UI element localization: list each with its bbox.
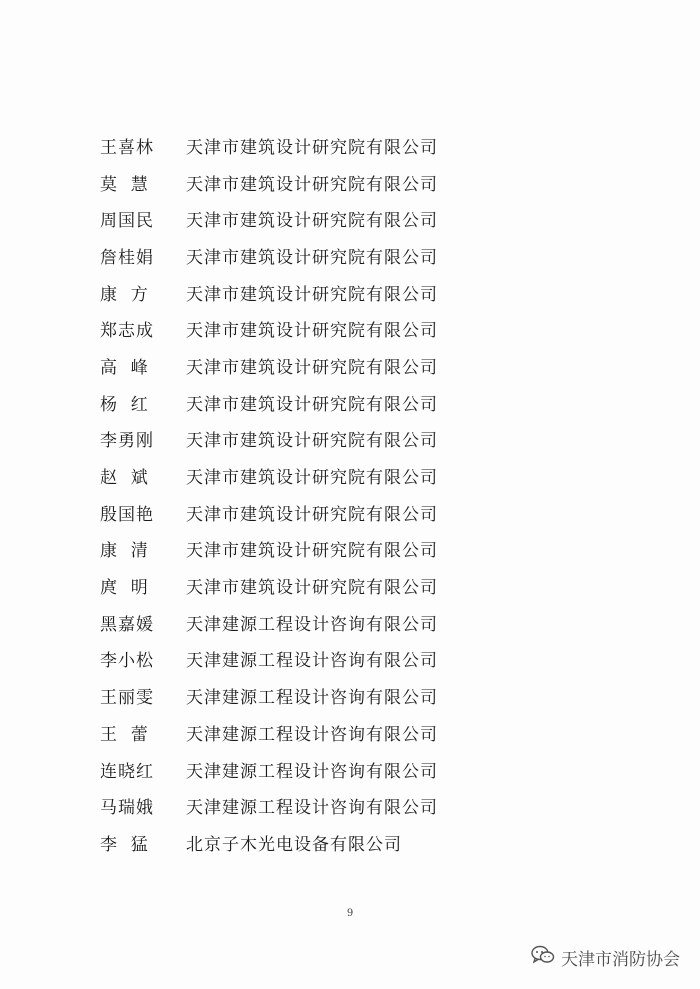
list-item xyxy=(100,494,480,531)
person-name: 李小松 xyxy=(100,651,154,672)
person-name: 王 蕾 xyxy=(100,724,149,745)
list-item xyxy=(100,824,480,861)
organization-name: 天津市建筑设计研究院有限公司 xyxy=(186,357,438,378)
list-item xyxy=(100,457,480,494)
list-item xyxy=(100,641,480,678)
person-name: 庹 明 xyxy=(100,578,149,599)
organization-name: 天津建源工程设计咨询有限公司 xyxy=(186,651,438,672)
organization-name: 北京子木光电设备有限公司 xyxy=(186,834,402,855)
organization-name: 天津市建筑设计研究院有限公司 xyxy=(186,137,438,158)
list-item xyxy=(100,751,480,788)
list-item xyxy=(100,714,480,751)
list-item xyxy=(100,127,480,164)
person-name: 杨 红 xyxy=(100,394,149,415)
person-name: 李勇刚 xyxy=(100,431,154,452)
organization-name: 天津市建筑设计研究院有限公司 xyxy=(186,211,438,232)
watermark-text: 天津市消防协会 xyxy=(561,950,680,970)
person-name: 郑志成 xyxy=(100,321,154,342)
page-number: 9 xyxy=(346,908,354,919)
organization-name: 天津市建筑设计研究院有限公司 xyxy=(186,284,438,305)
person-name: 赵 斌 xyxy=(100,468,149,489)
wechat-icon xyxy=(531,945,555,970)
list-item xyxy=(100,347,480,384)
organization-name: 天津市建筑设计研究院有限公司 xyxy=(186,504,438,525)
person-name: 马瑞娥 xyxy=(100,798,154,819)
organization-name: 天津建源工程设计咨询有限公司 xyxy=(186,688,438,709)
list-item xyxy=(100,787,480,824)
list-item xyxy=(100,310,480,347)
person-name: 黑嘉媛 xyxy=(100,614,154,635)
organization-name: 天津建源工程设计咨询有限公司 xyxy=(186,724,438,745)
organization-name: 天津建源工程设计咨询有限公司 xyxy=(186,614,438,635)
person-name: 周国民 xyxy=(100,211,154,232)
person-name: 连晓红 xyxy=(100,761,154,782)
organization-name: 天津建源工程设计咨询有限公司 xyxy=(186,798,438,819)
list-item xyxy=(100,274,480,311)
person-name: 高 峰 xyxy=(100,357,149,378)
list-item xyxy=(100,677,480,714)
person-name: 詹桂娟 xyxy=(100,247,154,268)
person-name: 莫 慧 xyxy=(100,174,149,195)
organization-name: 天津市建筑设计研究院有限公司 xyxy=(186,541,438,562)
organization-name: 天津市建筑设计研究院有限公司 xyxy=(186,394,438,415)
organization-name: 天津市建筑设计研究院有限公司 xyxy=(186,468,438,489)
person-name: 殷国艳 xyxy=(100,504,154,525)
organization-name: 天津建源工程设计咨询有限公司 xyxy=(186,761,438,782)
name-list xyxy=(100,127,480,861)
person-name: 康 清 xyxy=(100,541,149,562)
person-name: 王丽雯 xyxy=(100,688,154,709)
organization-name: 天津市建筑设计研究院有限公司 xyxy=(186,578,438,599)
list-item xyxy=(100,200,480,237)
list-item xyxy=(100,384,480,421)
list-item xyxy=(100,531,480,568)
organization-name: 天津市建筑设计研究院有限公司 xyxy=(186,247,438,268)
watermark xyxy=(531,945,680,970)
list-item xyxy=(100,567,480,604)
list-item xyxy=(100,164,480,201)
person-name: 王喜林 xyxy=(100,137,154,158)
organization-name: 天津市建筑设计研究院有限公司 xyxy=(186,321,438,342)
organization-name: 天津市建筑设计研究院有限公司 xyxy=(186,431,438,452)
list-item xyxy=(100,421,480,458)
person-name: 李 猛 xyxy=(100,834,149,855)
list-item xyxy=(100,604,480,641)
organization-name: 天津市建筑设计研究院有限公司 xyxy=(186,174,438,195)
list-item xyxy=(100,237,480,274)
person-name: 康 方 xyxy=(100,284,149,305)
